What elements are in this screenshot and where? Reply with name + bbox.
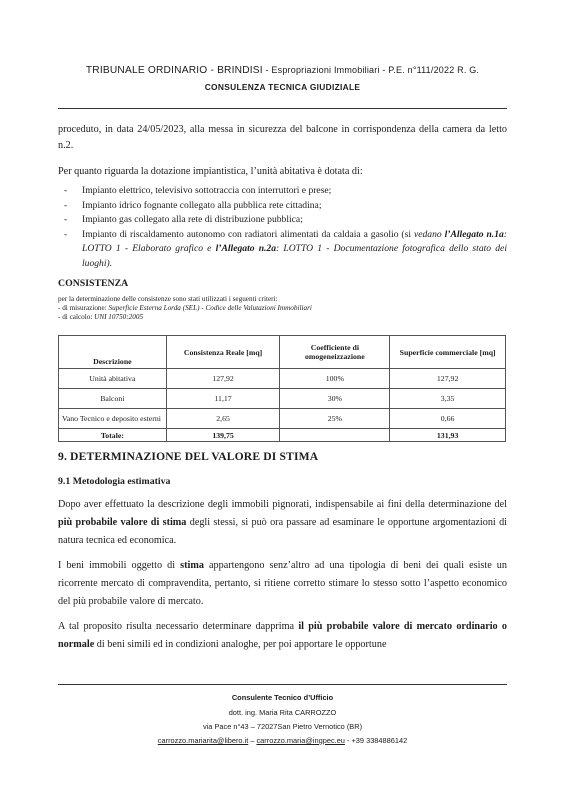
section-9-para-1: Dopo aver effettuato la descrizione degli immobili pignorati, indispensabile ai fini della determinazione del più probabile valore di stima degli stessi, si può ora passare ad esaminare le opportune argomentazioni di natura tecnica ed economica. [58,499,507,546]
table-header-row [59,336,506,369]
table-cell: 127,92 [390,369,506,389]
total-coeff [280,429,390,442]
table-cell: 100% [280,369,390,389]
allegato-1a-ref: l’Allegato n.1a: LOTTO 1 - Elaborato grafico e [82,228,507,255]
total-real: 139,75 [166,429,280,442]
section-9-para-2: I beni immobili oggetto di stima appartengono senz’altro ad una tipologia di beni dei quali esiste un ricorrente mercato di compravendita, pertanto, si ritiene corretto stimare lo stesso sotto l’aspetto economico del più probabile valore di mercato. [58,560,507,607]
col-header-description: Descrizione [59,336,167,369]
proceeding-ref: - Espropriazioni Immobiliari - P.E. n°111/2022 R. G. [265,65,480,75]
section-9-para-3: A tal proposito risulta necessario determinare dapprima il più probabile valore di mercato ordinario o normale di beni simili ed in condizioni analoghe, per poi apportare le opportune [58,621,507,650]
col-header-real: Consistenza Reale [mq] [166,336,280,369]
list-item: - Impianto idrico fognante collegato alla pubblica rete cittadina; [58,199,507,214]
email-link-2[interactable]: carrozzo.maria@ingpec.eu [256,736,345,745]
criteria-calc: - di calcolo: UNI 10750:2005 [58,313,144,322]
court-name: TRIBUNALE ORDINARIO - BRINDISI [85,65,263,76]
table-cell: 127,92 [166,369,280,389]
impianti-intro: Per quanto riguarda la dotazione impiantistica, l’unità abitativa è dotata di: [58,166,363,177]
table-cell: 25% [280,409,390,429]
vedano-text: vedano [413,228,442,240]
footer-divider [58,684,507,685]
table-cell: 3,35 [390,389,506,409]
criteria-measure: - di misurazione: Superficie Esterna Lorda (SEL) - Codice delle Valutazioni Immobiliari [58,304,312,313]
header-court-line [0,65,565,76]
email-link-1[interactable]: carrozzo.mariarita@libero.it [157,736,249,745]
footer-address: via Pace n°43 – 72027San Pietro Vernotico (BR) [202,722,363,731]
section-9-1-title: 9.1 Metodologia estimativa [58,476,171,487]
table-total-row [59,429,506,442]
intro-paragraph: proceduto, in data 24/05/2023, alla messa in sicurezza del balcone in corrispondenza della camera da letto n.2. [58,124,507,151]
table-cell: 2,65 [166,409,280,429]
table-cell: 30% [280,389,390,409]
col-header-coeff: Coefficiente di omogeneizzazione [280,336,390,369]
header-divider [58,108,507,109]
heating-tail: fotografica dello stato dei luoghi). [82,243,507,269]
header-subtitle: CONSULENZA TECNICA GIUDIZIALE [204,82,361,92]
section-9-title: 9. DETERMINAZIONE DEL VALORE DI STIMA [58,450,319,463]
allegato-2a-ref: l’Allegato n.2a: LOTTO 1 - Documentazione [215,243,399,255]
table-row [59,389,506,409]
footer-name: dott. ing. Maria Rita CARROZZO [228,708,337,717]
criteria-intro: per la determinazione delle consistenze sono stati utilizzati i seguenti criteri: [58,295,278,303]
total-label: Totale: [59,429,167,442]
list-item: - Impianto gas collegato alla rete di distribuzione pubblica; [58,213,507,228]
table-cell: Vano Tecnico e deposito esterni [59,409,167,429]
table-row [59,369,506,389]
table-row [59,409,506,429]
consistenza-table [58,335,506,442]
total-commercial: 131,93 [390,429,506,442]
list-item-heating [58,228,507,272]
impianti-list [58,184,507,272]
table-cell: Unità abitativa [59,369,167,389]
table-cell: 0,66 [390,409,506,429]
consistenza-heading: CONSISTENZA [58,278,129,289]
footer-contacts: carrozzo.mariarita@libero.it – carrozzo.maria@ingpec.eu - +39 3384886142 [157,736,408,745]
phone-number: - +39 3384886142 [344,736,408,745]
list-item: - Impianto elettrico, televisivo sottotraccia con interruttori e prese; [58,184,507,199]
table-cell: 11,17 [166,389,280,409]
footer-role: Consulente Tecnico d’Ufficio [231,693,334,702]
col-header-commercial: Superficie commerciale [mq] [390,336,506,369]
table-cell: Balconi [59,389,167,409]
heating-text: Impianto di riscaldamento autonomo con radiatori alimentati da caldaia a gasolio (si [82,228,412,240]
criteria-block [58,295,507,323]
